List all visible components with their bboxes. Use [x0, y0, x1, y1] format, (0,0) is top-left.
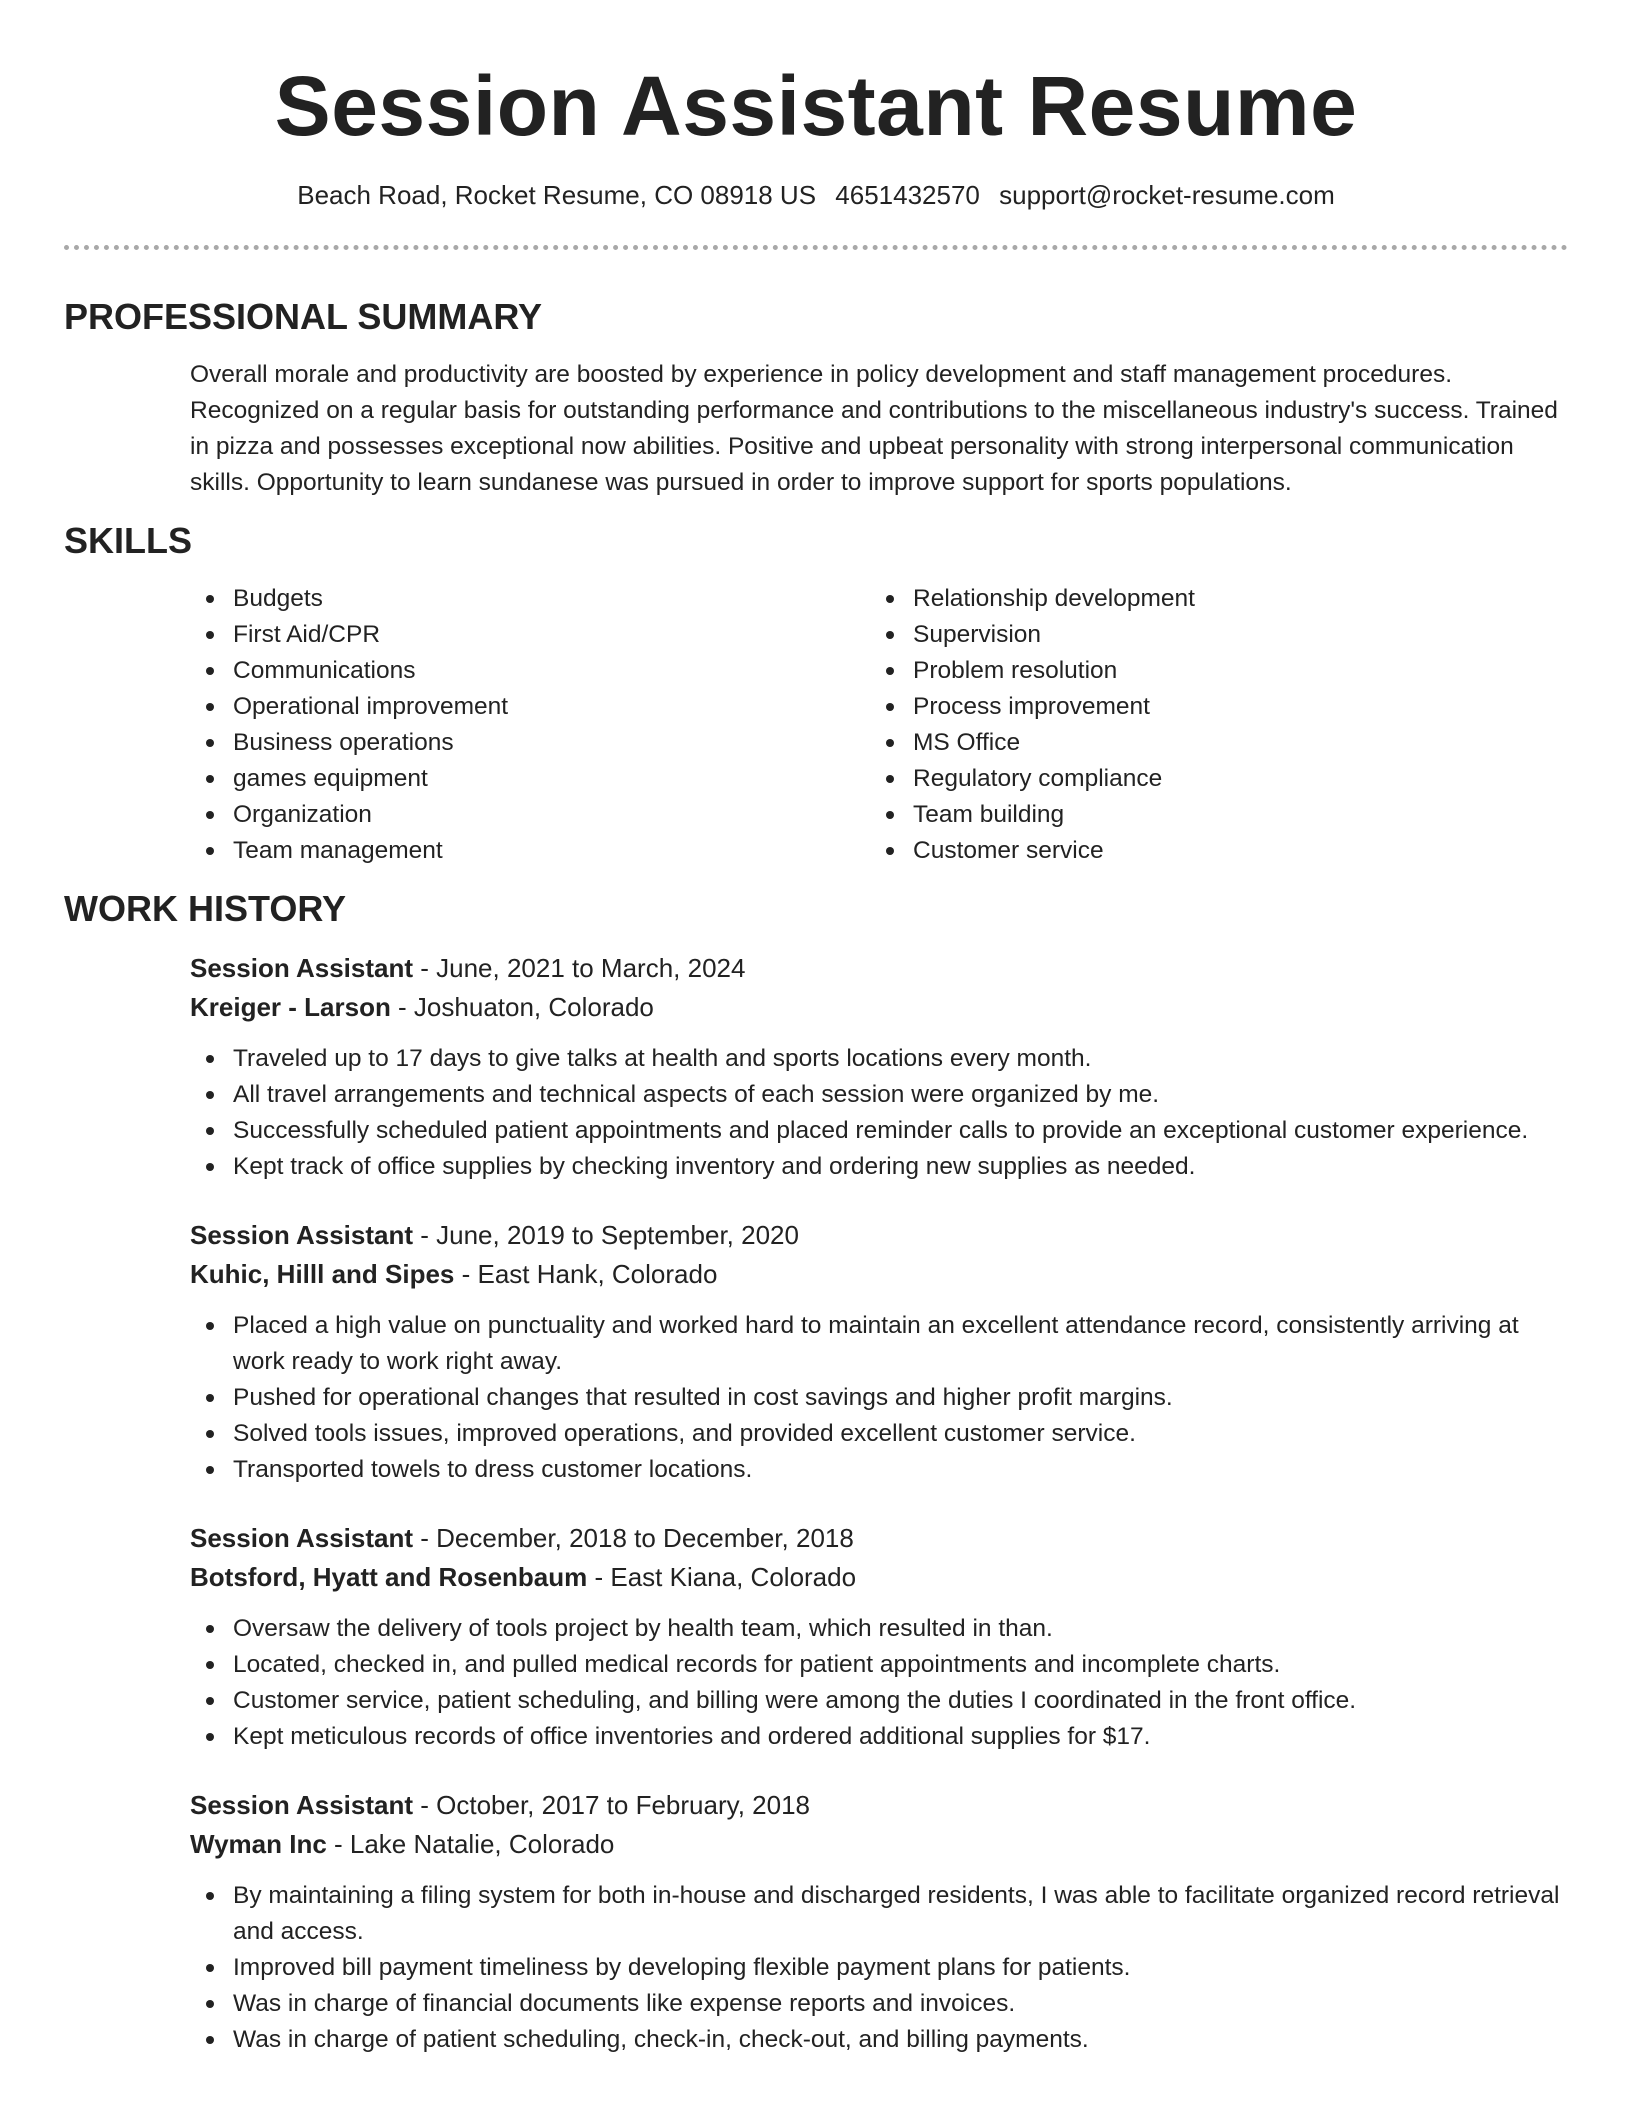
job-dates: - June, 2021 to March, 2024 [413, 953, 746, 983]
skill-item: Communications [190, 653, 870, 689]
skill-item: Budgets [190, 581, 870, 617]
job-duty: Solved tools issues, improved operations, and provided excellent customer service. [190, 1416, 1568, 1452]
job-company: Wyman Inc [190, 1829, 327, 1859]
job-duty: Traveled up to 17 days to give talks at health and sports locations every month. [190, 1041, 1568, 1077]
skill-item: Customer service [870, 833, 1550, 869]
job-dates: - June, 2019 to September, 2020 [413, 1220, 799, 1250]
job-title-line [190, 1786, 1568, 1825]
job-location: - East Kiana, Colorado [587, 1562, 857, 1592]
job-entry [190, 949, 1568, 1185]
job-location: - East Hank, Colorado [454, 1259, 718, 1289]
skill-item: First Aid/CPR [190, 617, 870, 653]
work-heading: WORK HISTORY [64, 888, 347, 929]
skill-item: Problem resolution [870, 653, 1550, 689]
summary-text: Overall morale and productivity are boosted by experience in policy development and staff management procedures. Recognized on a regular basis for outstanding performance and contributions to the miscellaneous industry's success. Trained in pizza and possesses exceptional now abilities. Positive and upbeat personality with strong interpersonal communication skills. Opportunity to learn sundanese was pursued in order to improve support for sports populations. [190, 361, 1558, 496]
skill-item: Regulatory compliance [870, 761, 1550, 797]
skill-item: Team management [190, 833, 870, 869]
skills-heading: SKILLS [64, 520, 193, 561]
job-title-line [190, 949, 1568, 988]
job-title-line [190, 1216, 1568, 1255]
job-location: - Joshuaton, Colorado [390, 992, 654, 1022]
job-dates: - October, 2017 to February, 2018 [413, 1790, 810, 1820]
job-duties [190, 1878, 1568, 2058]
job-duty: Oversaw the delivery of tools project by health team, which resulted in than. [190, 1611, 1568, 1647]
job-duties [190, 1611, 1568, 1755]
job-duty: Kept meticulous records of office inventories and ordered additional supplies for $17. [190, 1719, 1568, 1755]
skill-item: Operational improvement [190, 689, 870, 725]
job-title: Session Assistant [190, 1220, 414, 1250]
skills-list [190, 581, 1568, 869]
job-location: - Lake Natalie, Colorado [326, 1829, 615, 1859]
job-duty: Located, checked in, and pulled medical records for patient appointments and incomplete charts. [190, 1647, 1568, 1683]
job-duty: Placed a high value on punctuality and worked hard to maintain an excellent attendance record, consistently arriving at work ready to work right away. [190, 1308, 1568, 1380]
job-entry [190, 1216, 1568, 1488]
contact-phone: 4651432570 [835, 180, 980, 210]
skill-item: Supervision [870, 617, 1550, 653]
job-company: Kreiger - Larson [190, 992, 391, 1022]
skill-item: Organization [190, 797, 870, 833]
header-divider [64, 245, 1568, 250]
job-duty: Pushed for operational changes that resulted in cost savings and higher profit margins. [190, 1380, 1568, 1416]
skill-item: Business operations [190, 725, 870, 761]
skill-item: games equipment [190, 761, 870, 797]
job-title: Session Assistant [190, 1790, 414, 1820]
job-title: Session Assistant [190, 953, 414, 983]
job-company: Kuhic, Hilll and Sipes [190, 1259, 455, 1289]
job-duty: Transported towels to dress customer locations. [190, 1452, 1568, 1488]
skill-item: Process improvement [870, 689, 1550, 725]
skills-column-left [190, 581, 870, 869]
contact-email: support@rocket-resume.com [999, 180, 1335, 210]
job-duties [190, 1308, 1568, 1488]
job-dates: - December, 2018 to December, 2018 [413, 1523, 854, 1553]
job-duty: By maintaining a filing system for both in-house and discharged residents, I was able to facilitate organized record retrieval and access. [190, 1878, 1568, 1950]
contact-address: Beach Road, Rocket Resume, CO 08918 US [297, 180, 817, 210]
job-duty: All travel arrangements and technical aspects of each session were organized by me. [190, 1077, 1568, 1113]
skills-column-right [870, 581, 1550, 869]
job-company-line [190, 1825, 1568, 1864]
contact-line [64, 178, 1568, 212]
summary-heading: PROFESSIONAL SUMMARY [64, 296, 543, 337]
resume-title: Session Assistant Resume [274, 59, 1358, 153]
job-company-line [190, 1255, 1568, 1294]
job-entry [190, 1786, 1568, 2058]
job-duty: Was in charge of financial documents like expense reports and invoices. [190, 1986, 1568, 2022]
job-duties [190, 1041, 1568, 1185]
job-duty: Successfully scheduled patient appointments and placed reminder calls to provide an exceptional customer experience. [190, 1113, 1568, 1149]
job-title: Session Assistant [190, 1523, 414, 1553]
skill-item: Team building [870, 797, 1550, 833]
skill-item: MS Office [870, 725, 1550, 761]
job-duty: Customer service, patient scheduling, and billing were among the duties I coordinated in the front office. [190, 1683, 1568, 1719]
job-company-line [190, 988, 1568, 1027]
job-duty: Improved bill payment timeliness by developing flexible payment plans for patients. [190, 1950, 1568, 1986]
job-duty: Was in charge of patient scheduling, check-in, check-out, and billing payments. [190, 2022, 1568, 2058]
job-company: Botsford, Hyatt and Rosenbaum [190, 1562, 588, 1592]
job-entry [190, 1519, 1568, 1755]
job-duty: Kept track of office supplies by checking inventory and ordering new supplies as needed. [190, 1149, 1568, 1185]
job-company-line [190, 1558, 1568, 1597]
job-title-line [190, 1519, 1568, 1558]
skill-item: Relationship development [870, 581, 1550, 617]
